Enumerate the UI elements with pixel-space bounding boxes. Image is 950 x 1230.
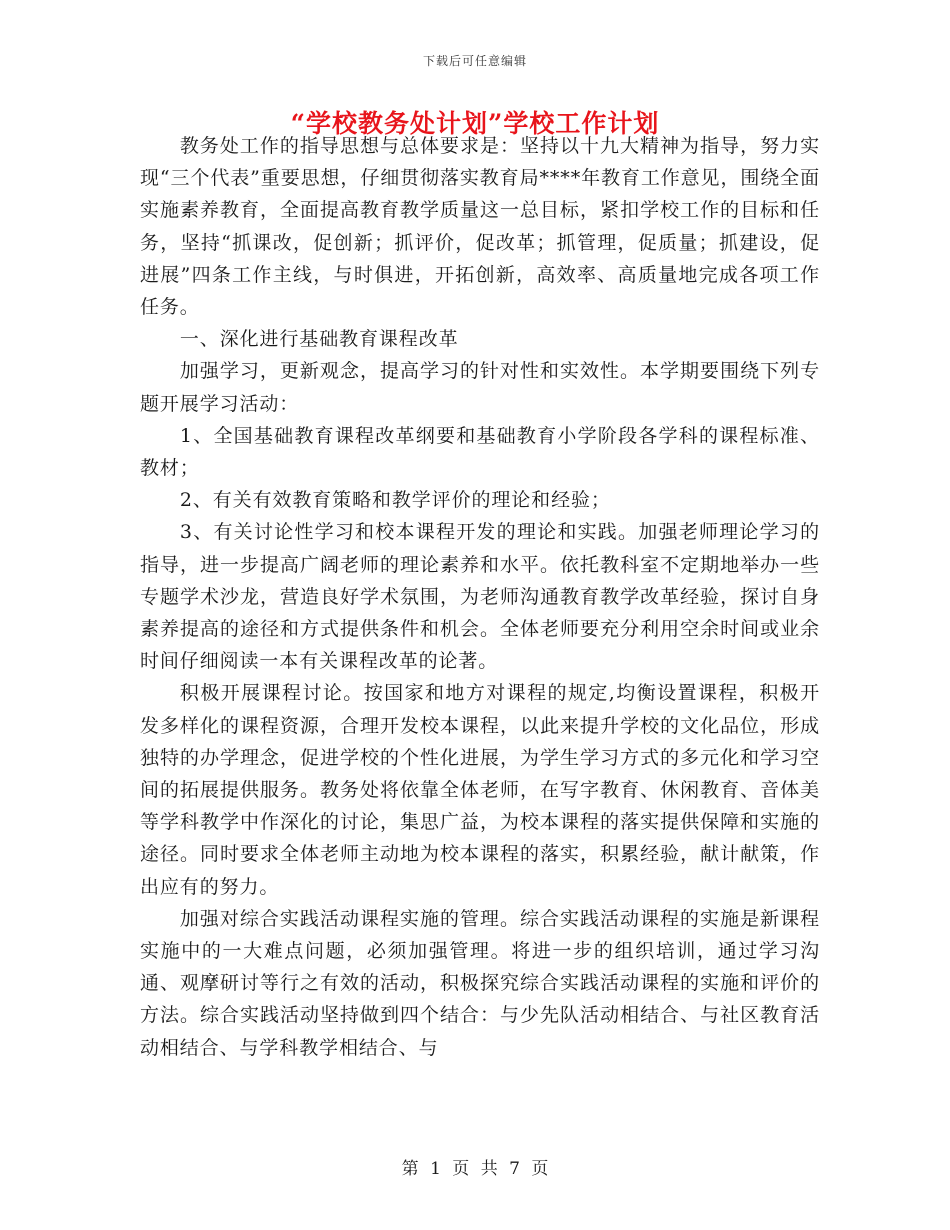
- page-number-footer: 第 1 页 共 7 页: [401, 1159, 549, 1179]
- list-item-2: 2、有关有效教育策略和教学评价的理论和经验；: [179, 489, 611, 512]
- paragraph-practice-activities: 加强对综合实践活动课程实施的管理。综合实践活动课程的实施是新课程实施中的一大难点问题，必须加强管理。将进一步的组织培训，通过学习沟通、观摩研讨等行之有效的活动，积极探究综合实践活动课程的实施和评价的方法。综合实践活动坚持做到四个结合：与少先队活动相结合、与社区教育活动相结合、与学科教学相结合、与: [140, 907, 820, 1059]
- list-item-1: 1、全国基础教育课程改革纲要和基础教育小学阶段各学科的课程标准、教材；: [140, 424, 820, 480]
- section-heading-1: 一、深化进行基础教育课程改革: [179, 328, 459, 351]
- list-item-3: 3、有关讨论性学习和校本课程开发的理论和实践。加强老师理论学习的指导，进一步提高广阔老师的理论素养和水平。依托教科室不定期地举办一些专题学术沙龙，营造良好学术氛围，为老师沟通教育教学改革经验，探讨自身素养提高的途径和方式提供条件和机会。全体老师要充分利用空余时间或业余时间仔细阅读一本有关课程改革的论著。: [140, 521, 820, 673]
- paragraph-strengthen-study: 加强学习，更新观念，提高学习的针对性和实效性。本学期要围绕下列专题开展学习活动：: [140, 360, 820, 415]
- paragraph-curriculum-discussion: 积极开展课程讨论。按国家和地方对课程的规定,均衡设置课程，积极开发多样化的课程资源，合理开发校本课程，以此来提升学校的文化品位，形成独特的办学理念，促进学校的个性化进展，为学生学习方式的多元化和学习空间的拓展提供服务。教务处将依靠全体老师，在写字教育、休闲教育、音体美等学科教学中作深化的讨论，集思广益，为校本课程的落实提供保障和实施的途径。同时要求全体老师主动地为校本课程的落实，积累经验，献计献策，作出应有的努力。: [140, 682, 820, 898]
- paragraph-guiding-thought: 教务处工作的指导思想与总体要求是：坚持以十九大精神为指导，努力实现“三个代表”重要思想，仔细贯彻落实教育局****年教育工作意见，围绕全面实施素养教育，全面提高教育教学质量这一总目标，紧扣学校工作的目标和任务，坚持“抓课改，促创新；抓评价，促改革；抓管理，促质量；抓建设，促进展”四条工作主线，与时俱进，开拓创新，高效率、高质量地完成各项工作任务。: [140, 135, 820, 319]
- document-body: [140, 130, 820, 1064]
- header-note: 下载后可任意编辑: [422, 54, 527, 68]
- document-title: “学校教务处计划”学校工作计划: [290, 109, 660, 138]
